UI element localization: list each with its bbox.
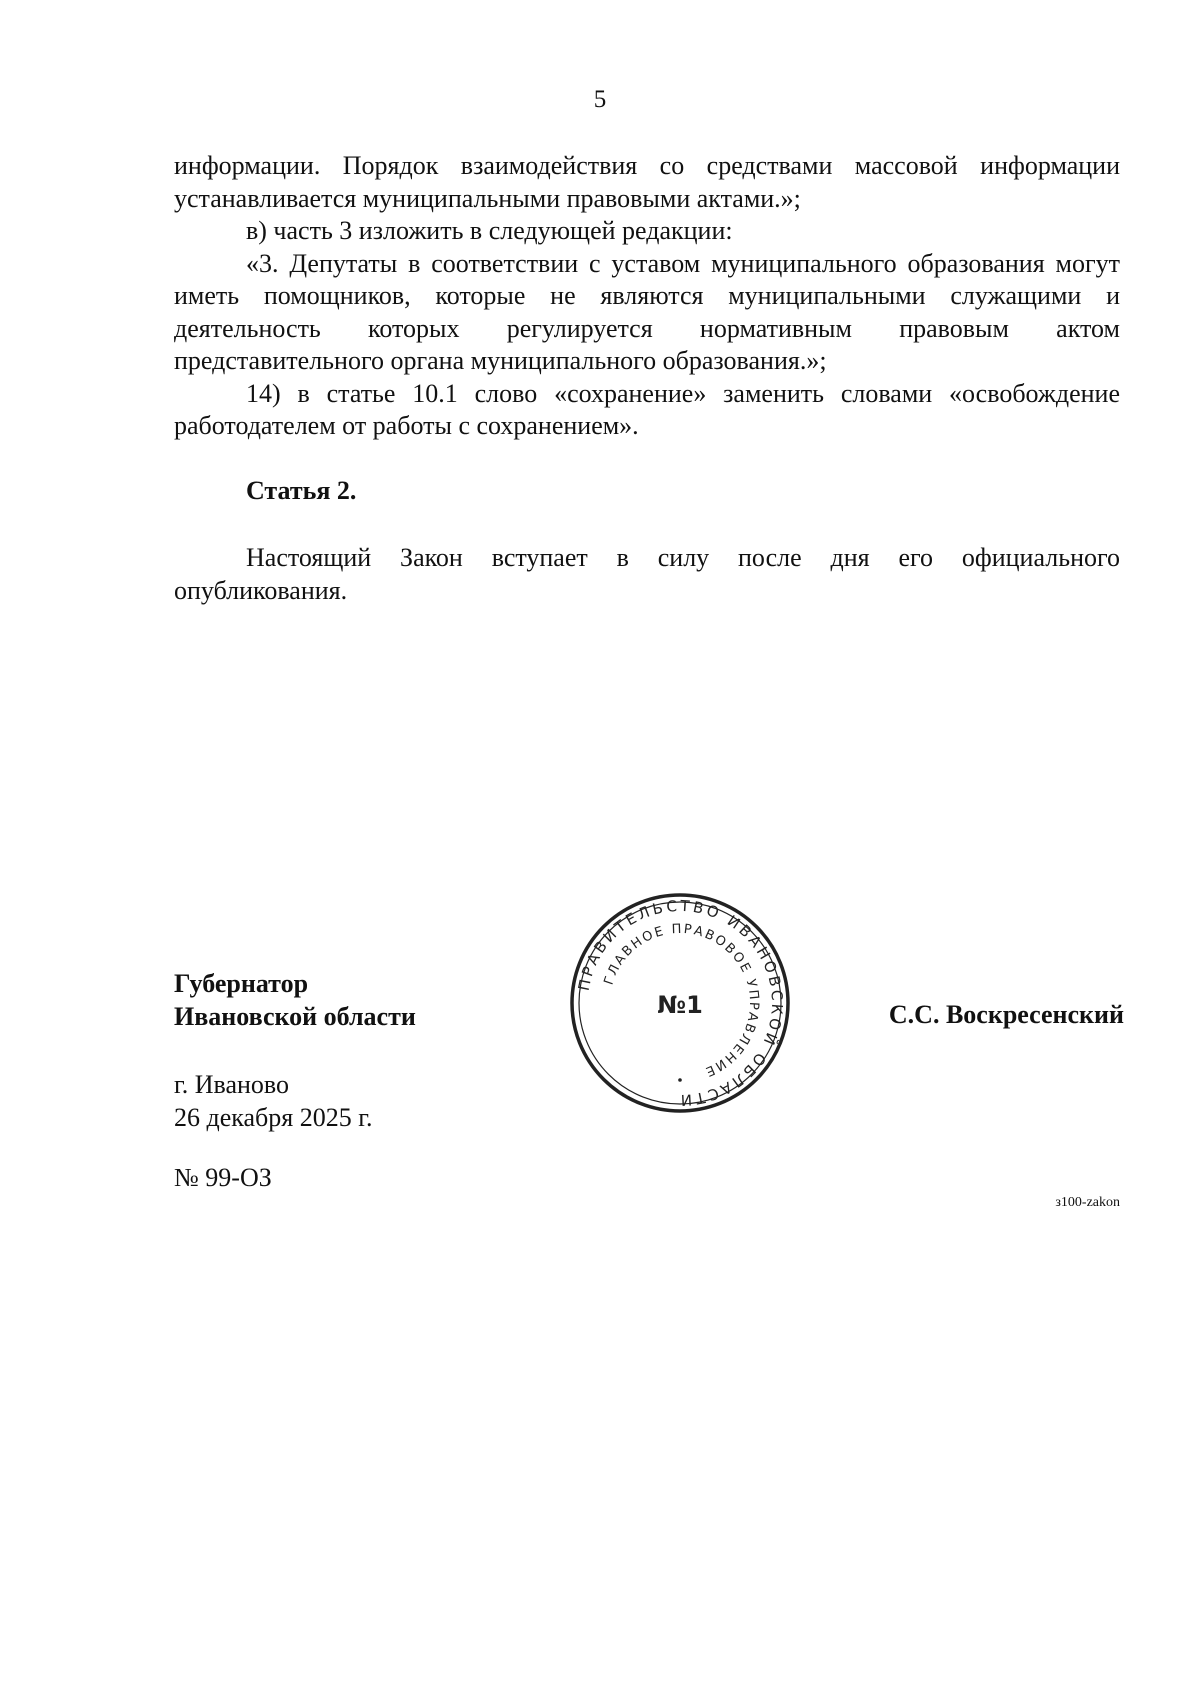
signatory-position [174, 967, 416, 1033]
place-and-date [174, 1068, 372, 1134]
paragraph-amendment-intro: в) часть 3 изложить в следующей редакции: [246, 216, 733, 245]
article-title: Статья 2. [246, 476, 357, 505]
signatory-position-line2: Ивановской области [174, 1002, 416, 1031]
place: г. Иваново [174, 1070, 289, 1099]
signatory-position-line1: Губернатор [174, 969, 309, 998]
article-text: Настоящий Закон вступает в силу после дня его официального опубликования. [174, 543, 1120, 605]
article-body [174, 542, 1120, 607]
law-number: № 99-ОЗ [174, 1163, 272, 1192]
signatory-name: С.С. Воскресенский [888, 1000, 1124, 1029]
official-seal [567, 890, 793, 1116]
seal-dot [678, 1078, 682, 1082]
seal-inner-text: ГЛАВНОЕ ПРАВОВОЕ УПРАВЛЕНИЕ [601, 921, 762, 1080]
paragraph-item-14: 14) в статье 10.1 слово «сохранение» заменить словами «освобождение работодателем от работы с сохранением». [174, 378, 1120, 440]
paragraph-amendment-text: «3. Депутаты в соответствии с уставом муниципального образования могут иметь помощников, которые не являются муниципальными служащими и деятельность которых регулируется нормативным правовым актом представительного органа муниципального образования.»; [174, 248, 1120, 375]
date: 26 декабря 2025 г. [174, 1103, 373, 1132]
body-text [174, 150, 1120, 443]
seal-center-text: №1 [657, 991, 703, 1019]
seal-outer-text: ПРАВИТЕЛЬСТВО ИВАНОВСКОЙ ОБЛАСТИ [574, 896, 787, 1110]
page-number: 5 [593, 86, 607, 113]
paragraph-continuation: информации. Порядок взаимодействия со средствами массовой информации устанавливается муниципальными правовыми актами.»; [174, 151, 1120, 213]
seal-graphic [567, 890, 793, 1116]
document-code: з100-zakon [1055, 1195, 1120, 1210]
